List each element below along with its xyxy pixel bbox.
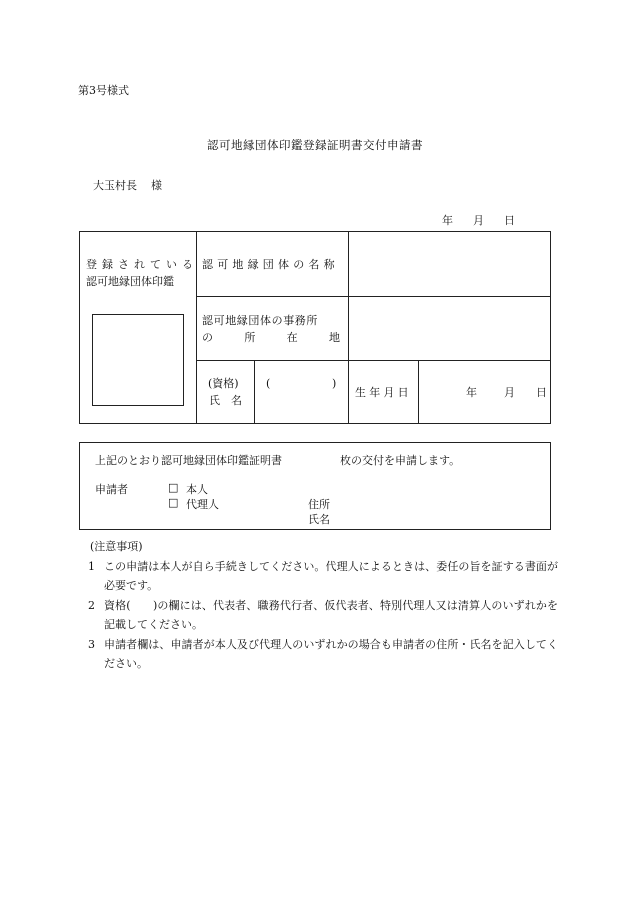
office-address-field[interactable]	[350, 298, 548, 358]
note-text: この申請は本人が自ら手続きしてください。代理人によるときは、委任の旨を証する書面が必要です。	[104, 559, 558, 592]
address-field[interactable]	[336, 494, 536, 510]
copies-count-field[interactable]	[306, 450, 338, 466]
note-number: 3	[88, 637, 95, 651]
request-box	[79, 442, 551, 530]
notes-section	[88, 537, 558, 674]
note-text: 申請者欄は、申請者が本人及び代理人のいずれかの場合も申請者の住所・氏名を記入してください。	[104, 637, 558, 670]
office-address-label: 認可地縁団体の事務所 の 所 在 地	[202, 314, 340, 344]
note-text: 資格( )の欄には、代表者、職務代行者、仮代表者、特別代理人又は清算人のいずれかを記載してください。	[104, 598, 558, 631]
note-number: 2	[88, 598, 95, 612]
option-self-checkbox[interactable]: □	[168, 481, 179, 494]
recipient-name: 大玉村長	[93, 179, 137, 192]
seal-info-table	[79, 231, 551, 424]
date-year-label: 年	[442, 214, 453, 227]
option-self-label: 本人	[186, 483, 208, 496]
table-divider	[418, 360, 419, 423]
representative-name-label: (資格) 氏 名	[208, 377, 242, 407]
form-number: 第3号様式	[78, 84, 129, 97]
paren-close: )	[332, 377, 337, 390]
seal-impression-box	[92, 314, 184, 406]
table-divider	[196, 296, 550, 297]
birth-month-label: 月	[504, 386, 515, 399]
table-divider	[254, 360, 255, 423]
applicant-label: 申請者	[95, 483, 128, 496]
note-item	[88, 635, 558, 674]
date-month-label: 月	[473, 214, 484, 227]
birth-day-label: 日	[536, 386, 547, 399]
page-title: 認可地縁団体印鑑登録証明書交付申請書	[207, 138, 423, 152]
date-day-label: 日	[504, 214, 515, 227]
recipient	[93, 177, 162, 193]
application-date[interactable]	[442, 212, 515, 228]
birth-year-label: 年	[466, 386, 477, 399]
applicant-name-field[interactable]	[336, 509, 536, 525]
option-agent-label: 代理人	[186, 498, 219, 511]
note-number: 1	[88, 559, 95, 573]
birthdate-label: 生年月日	[355, 386, 412, 399]
table-divider	[196, 360, 550, 361]
applicant-name-label: 氏名	[308, 513, 330, 526]
option-agent-checkbox[interactable]: □	[168, 496, 179, 509]
org-name-field[interactable]	[350, 234, 548, 294]
notes-heading: (注意事項)	[90, 540, 143, 553]
address-label: 住所	[308, 498, 330, 511]
org-name-label: 認可地縁団体の名称	[202, 258, 339, 271]
request-statement-part2: 枚の交付を申請します。	[340, 454, 461, 467]
recipient-honorific: 様	[151, 179, 162, 192]
note-item	[88, 557, 558, 596]
request-statement-part1: 上記のとおり認可地縁団体印鑑証明書	[95, 454, 282, 467]
registered-seal-label: 登録されている 認可地縁団体印鑑	[86, 258, 198, 288]
birthdate-field[interactable]	[420, 362, 550, 422]
table-divider	[348, 232, 349, 423]
qualification-name-field[interactable]	[256, 362, 346, 422]
note-item	[88, 596, 558, 635]
paren-open: (	[266, 377, 271, 390]
